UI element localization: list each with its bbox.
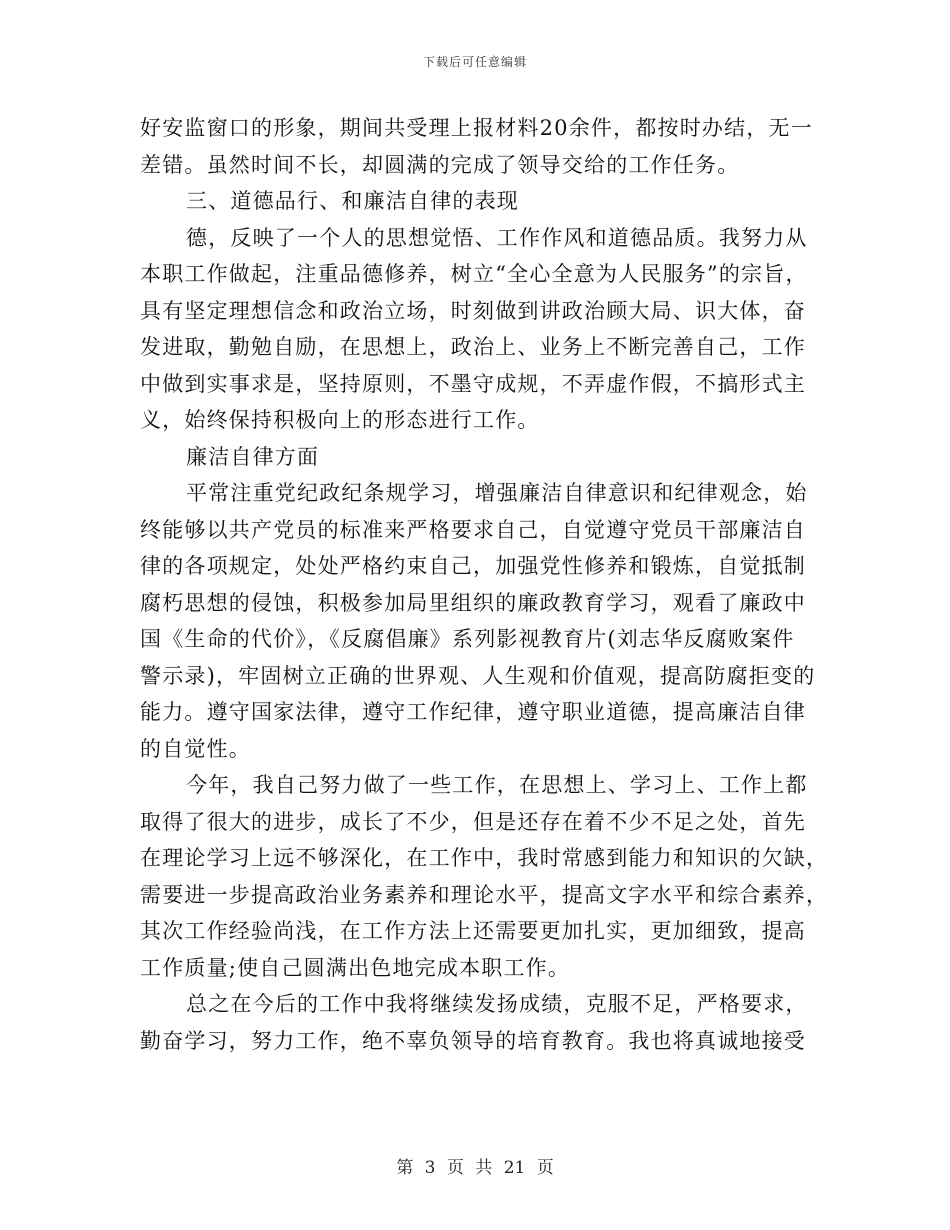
body-line: 本职工作做起，注重品德修养，树立“全心全意为人民服务”的宗旨， xyxy=(140,262,808,286)
body-line: 其次工作经验尚浅，在工作方法上还需要更加扎实，更加细致，提高 xyxy=(140,919,806,943)
body-line: 的自觉性。 xyxy=(140,736,251,761)
body-line: 腐朽思想的侵蚀，积极参加局里组织的廉政教育学习，观看了廉政中 xyxy=(140,590,806,615)
body-line: 勤奋学习，努力工作，绝不辜负领导的培育教育。我也将真诚地接受 xyxy=(140,1028,806,1053)
body-line: 中做到实事求是，坚持原则，不墨守成规，不弄虚作假，不搞形式主 xyxy=(140,371,806,396)
document-body xyxy=(140,110,829,1059)
body-line: 终能够以共产党员的标准来严格要求自己，自觉遵守党员干部廉洁自 xyxy=(140,517,806,542)
body-line: 律的各项规定，处处严格约束自己，加强党性修养和锻炼，自觉抵制 xyxy=(140,554,806,578)
body-line: 取得了很大的进步，成长了不少，但是还存在着不少不足之处，首先 xyxy=(140,809,806,834)
page-number-footer: 第 3 页 共 21 页 xyxy=(396,1158,554,1178)
subsection-heading: 廉洁自律方面 xyxy=(186,444,320,469)
body-line: 德，反映了一个人的思想觉悟、工作作风和道德品质。我努力从 xyxy=(186,225,808,250)
body-line: 义，始终保持积极向上的形态进行工作。 xyxy=(140,408,540,432)
body-line: 在理论学习上远不够深化，在工作中，我时常感到能力和知识的欠缺， xyxy=(140,846,829,870)
body-line: 具有坚定理想信念和政治立场，时刻做到讲政治顾大局、识大体，奋 xyxy=(140,298,806,323)
body-line: 国《生命的代价》，《反腐倡廉》系列影视教育片(刘志华反腐败案件 xyxy=(140,627,795,651)
body-line: 总之在今后的工作中我将继续发扬成绩，克服不足，严格要求， xyxy=(186,992,808,1016)
body-line: 能力。遵守国家法律，遵守工作纪律，遵守职业道德，提高廉洁自律 xyxy=(140,700,806,724)
body-line: 平常注重党纪政纪条规学习，增强廉洁自律意识和纪律观念，始 xyxy=(186,481,808,505)
body-line: 今年，我自己努力做了一些工作，在思想上、学习上、工作上都 xyxy=(186,773,808,797)
body-line: 工作质量;使自己圆满出色地完成本职工作。 xyxy=(140,955,571,980)
body-line: 需要进一步提高政治业务素养和理论水平，提高文字水平和综合素养， xyxy=(140,882,829,907)
section-heading: 三、道德品行、和廉洁自律的表现 xyxy=(186,189,519,213)
body-line: 差错。虽然时间不长，却圆满的完成了领导交给的工作任务。 xyxy=(140,152,740,177)
body-line: 发进取，勤勉自励，在思想上，政治上、业务上不断完善自己，工作 xyxy=(140,335,806,359)
body-line: 警示录)，牢固树立正确的世界观、人生观和价值观，提高防腐拒变的 xyxy=(140,663,816,688)
page-header: 下载后可任意编辑 xyxy=(422,55,527,69)
body-line: 好安监窗口的形象，期间共受理上报材料20余件，都按时办结，无一 xyxy=(140,116,813,140)
